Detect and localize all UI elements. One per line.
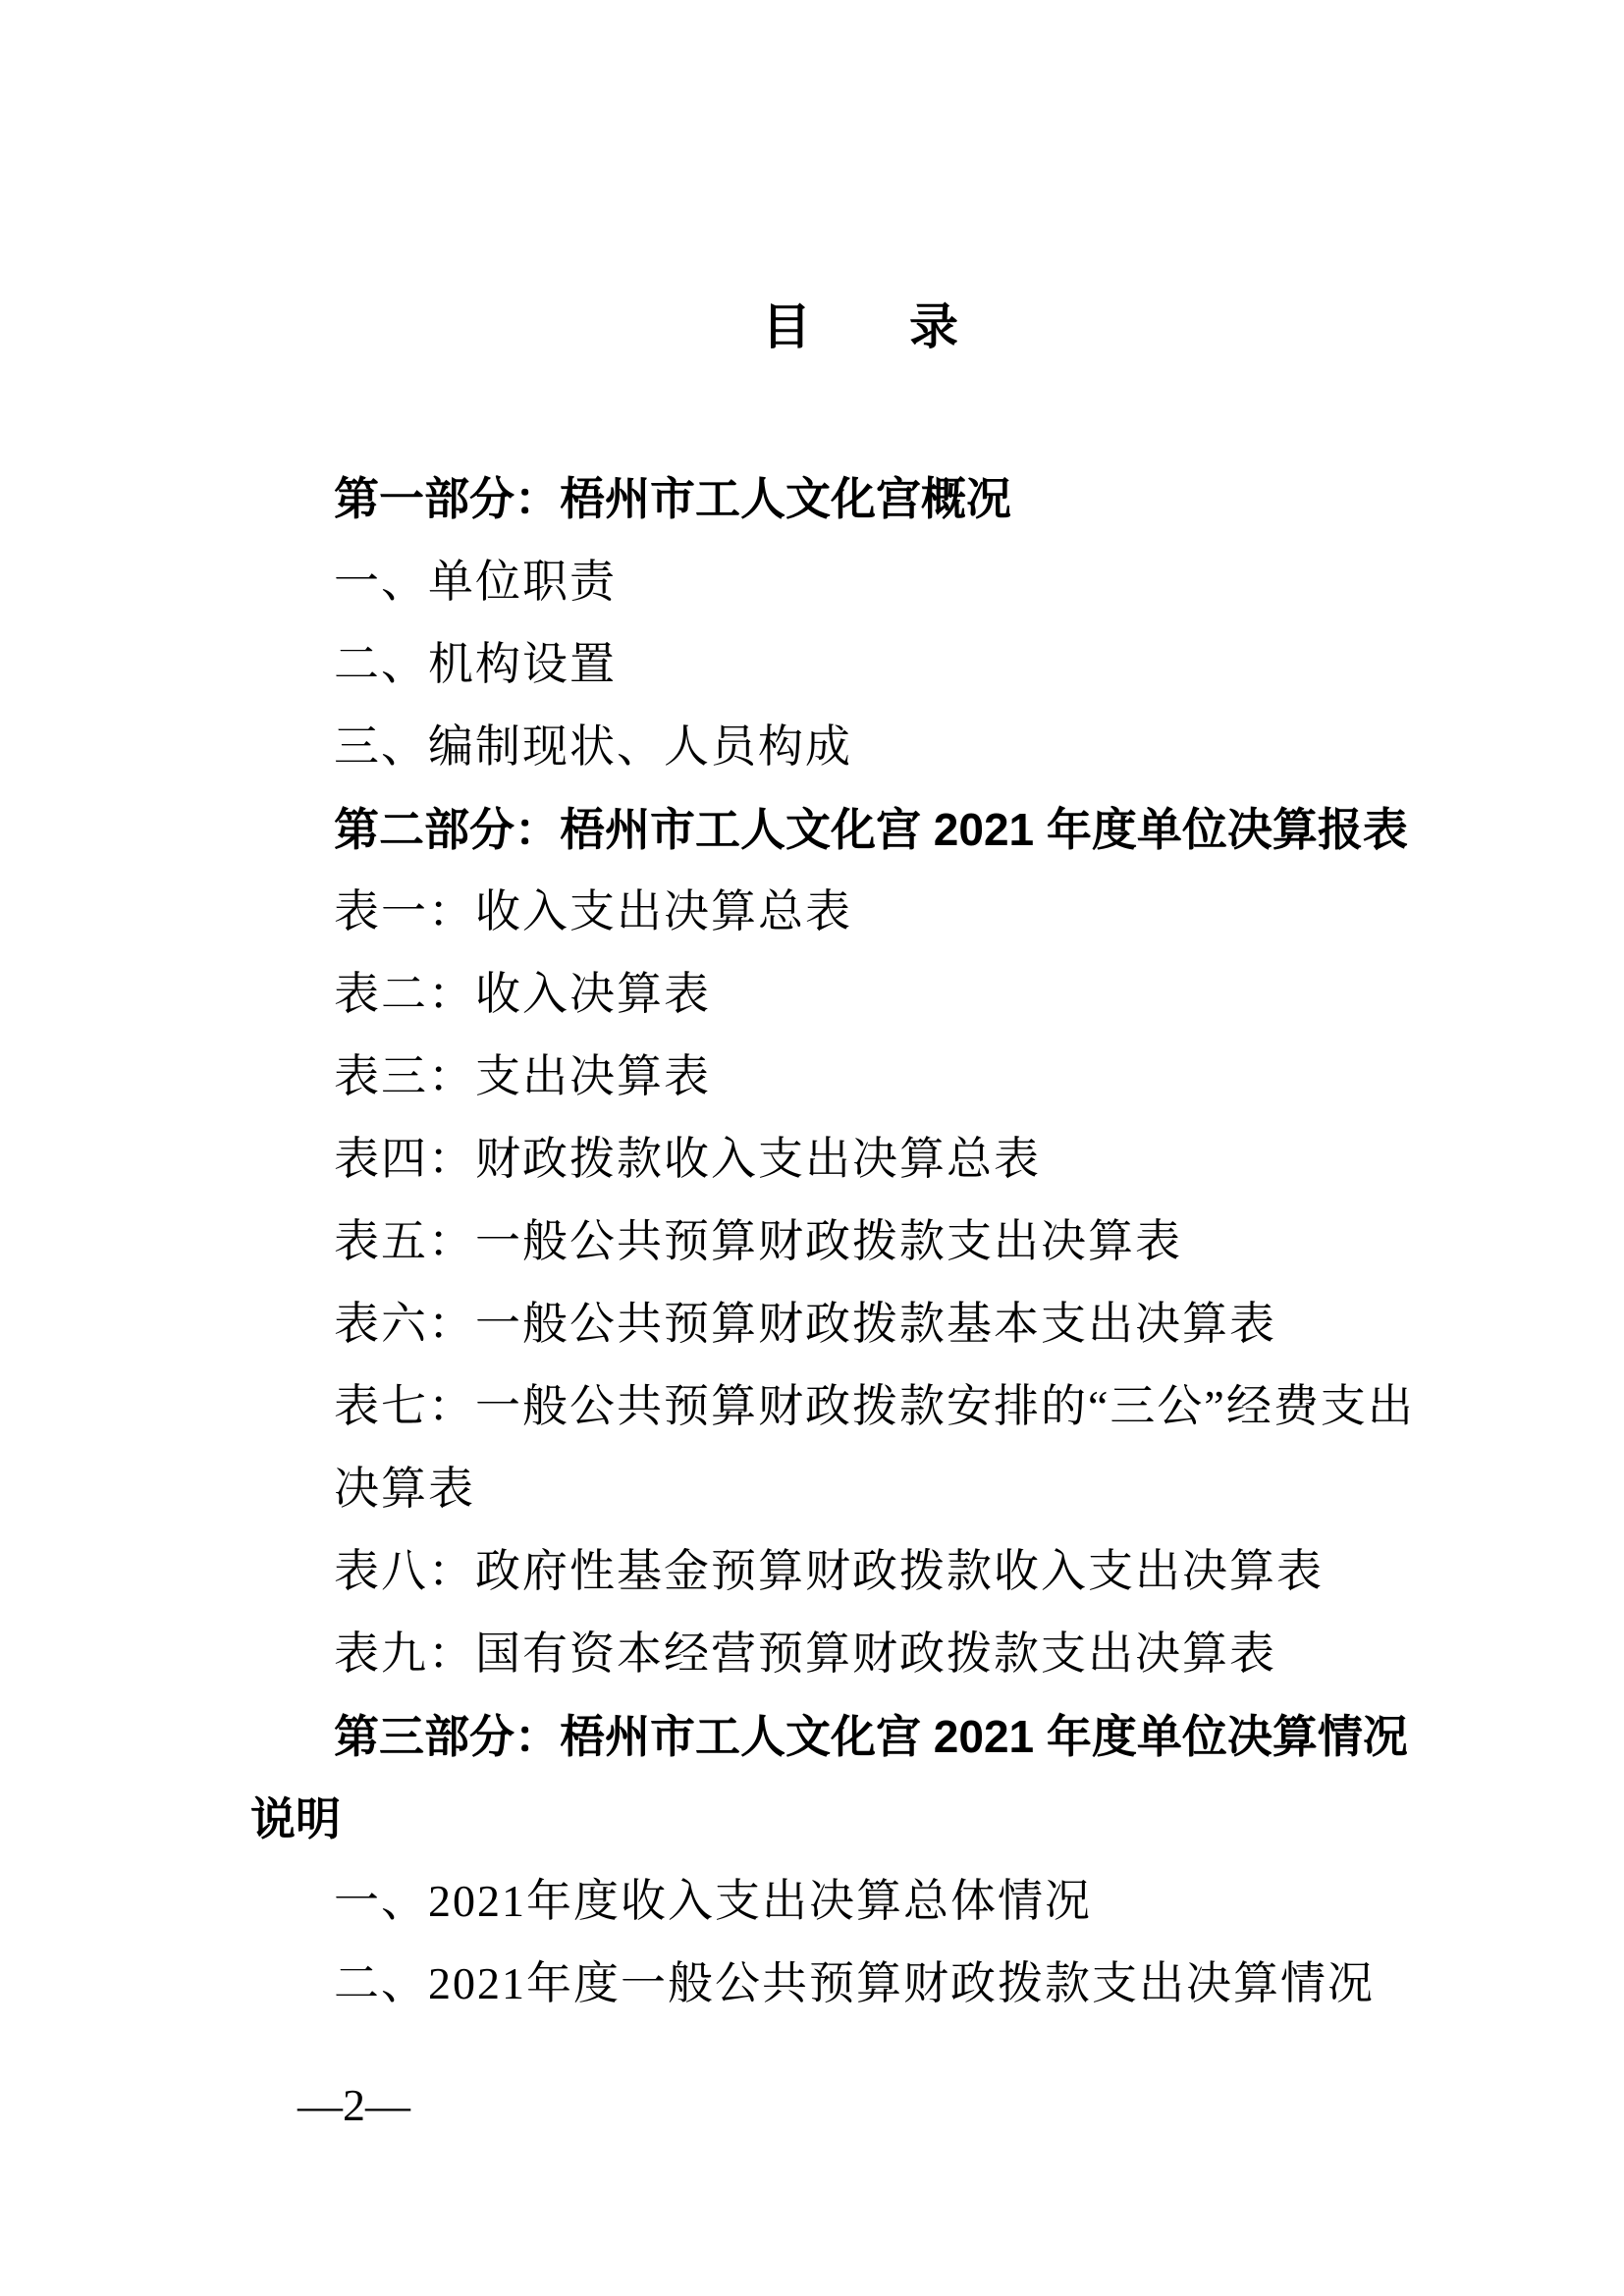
page-number: —2— <box>298 2080 410 2130</box>
toc-heading-part2: 第二部分：梧州市工人文化宫 2021 年度单位决算报表 <box>334 804 1408 855</box>
toc-item-table8: 表八：政府性基金预算财政拨款收入支出决算表 <box>334 1546 1324 1596</box>
toc-item-table4: 表四：财政拨款收入支出决算总表 <box>334 1134 1041 1184</box>
toc-heading-part3: 第三部分：梧州市工人文化宫 2021 年度单位决算情况 <box>334 1711 1408 1762</box>
toc-item-table6: 表六：一般公共预算财政拨款基本支出决算表 <box>334 1299 1276 1349</box>
toc-item-org-setup: 二、机构设置 <box>334 639 617 689</box>
page-title: 目 录 <box>762 299 958 354</box>
toc-item-overall-situation: 一、2021年度收入支出决算总体情况 <box>334 1876 1092 1926</box>
toc-item-table1: 表一：收入支出决算总表 <box>334 886 852 936</box>
toc-heading-part1: 第一部分：梧州市工人文化宫概况 <box>334 473 1011 524</box>
toc-item-budget-expenditure-situation: 二、2021年度一般公共预算财政拨款支出决算情况 <box>334 1958 1375 2008</box>
toc-item-table2: 表二：收入决算表 <box>334 969 711 1019</box>
toc-item-table7: 表七：一般公共预算财政拨款安排的“三公”经费支出 <box>334 1381 1415 1431</box>
toc-item-table9: 表九：国有资本经营预算财政拨款支出决算表 <box>334 1629 1276 1679</box>
toc-item-staffing: 三、编制现状、人员构成 <box>334 721 852 772</box>
toc-heading-part3-wrap: 说明 <box>250 1793 341 1844</box>
toc-item-table5: 表五：一般公共预算财政拨款支出决算表 <box>334 1216 1182 1266</box>
toc-item-table7-wrap: 决算表 <box>334 1464 475 1514</box>
toc-item-table3: 表三：支出决算表 <box>334 1051 711 1101</box>
toc-item-unit-duties: 一、单位职责 <box>334 557 617 607</box>
